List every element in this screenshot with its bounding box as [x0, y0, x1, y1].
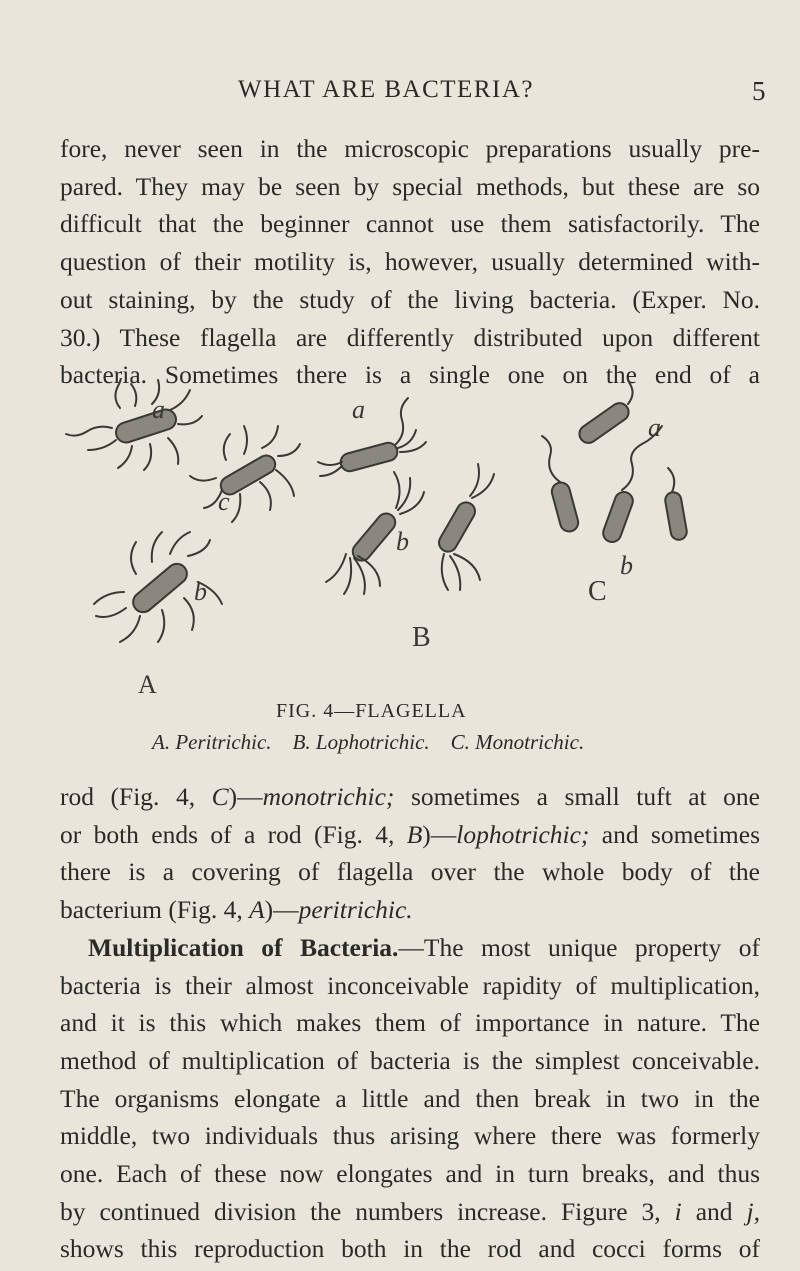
peritrichic-rod-a: [66, 378, 202, 470]
flagella-illustration: [40, 378, 730, 708]
text-line: out staining, by the study of the living bacteria. (Exper. No.: [60, 284, 760, 314]
peritrichic-rod-c: [190, 426, 300, 522]
text-run: rod (Fig. 4,: [60, 782, 212, 811]
caption-a: A. Peritrichic.: [152, 730, 272, 754]
text-line: pared. They may be seen by special methods, but these are so: [60, 171, 760, 201]
figure-caption-legend: [152, 730, 584, 755]
text-line: middle, two individuals thus arising where there was formerly: [60, 1121, 760, 1151]
text-run: or both ends of a rod (Fig. 4,: [60, 819, 407, 849]
text-run: B: [406, 819, 423, 849]
label-capital-b: B: [412, 622, 431, 653]
text-run: j,: [746, 1196, 760, 1226]
text-line: shows this reproduction both in the rod and cocci forms of: [60, 1234, 760, 1264]
label-capital-c: C: [588, 576, 607, 607]
text-line: [60, 891, 760, 929]
label-b-panel-c: b: [620, 551, 633, 580]
text-line: The organisms elongate a little and then break in two in the: [60, 1083, 760, 1113]
text-run: by continued division the numbers increase. Figure 3,: [60, 1196, 675, 1226]
text-run: )—: [422, 819, 457, 849]
label-b-panel-b: b: [396, 527, 409, 556]
term-monotrichic: monotrichic;: [262, 782, 395, 811]
text-line: [60, 778, 760, 816]
text-line: and it is this which makes them of importance in nature. The: [60, 1008, 760, 1038]
text-run: i: [674, 1196, 682, 1226]
text-run: and sometimes: [589, 819, 760, 849]
text-run: C: [211, 782, 229, 811]
text-run: )—: [228, 782, 263, 811]
text-line: question of their motility is, however, usually determined with-: [60, 247, 760, 277]
monotrichic-rod-d: [664, 468, 688, 541]
text-run: —The most unique property of: [398, 932, 760, 962]
label-b-panel-a: b: [194, 577, 207, 606]
label-c-panel-a: c: [218, 487, 230, 516]
monotrichic-rod-a: [576, 378, 634, 446]
caption-c: C. Monotrichic.: [450, 730, 585, 754]
label-a-panel-a: a: [152, 395, 165, 424]
text-line: fore, never seen in the microscopic preparations usually pre-: [60, 134, 760, 163]
paragraph-1: [60, 130, 760, 394]
monotrichic-rod-b: [601, 426, 662, 545]
label-a-panel-c: a: [648, 413, 661, 442]
caption-b: B. Lophotrichic.: [292, 730, 430, 754]
text-run: and: [681, 1196, 747, 1226]
text-line: method of multiplication of bacteria is the simplest conceivable.: [60, 1045, 760, 1075]
text-line: [60, 816, 760, 854]
section-heading: Multiplication of Bacteria.: [88, 932, 399, 962]
lophotrichic-rod-b: [326, 472, 424, 594]
lophotrichic-rod-c: [436, 464, 494, 590]
label-capital-a: A: [138, 670, 157, 699]
page-number: 5: [752, 76, 766, 106]
text-line: [60, 929, 760, 967]
text-line: there is a covering of flagella over the whole body of the: [60, 857, 760, 887]
monotrichic-rod-c: [542, 436, 580, 533]
text-line: 30.) These flagella are differently distributed upon different: [60, 322, 760, 352]
text-line: one. Each of these now elongates and in turn breaks, and thus: [60, 1159, 760, 1189]
running-title: WHAT ARE BACTERIA?: [238, 76, 534, 103]
term-peritrichic: peritrichic.: [298, 895, 413, 925]
figure-caption-title: FIG. 4—FLAGELLA: [276, 700, 467, 722]
text-line: [60, 1193, 760, 1231]
lophotrichic-rod-a: [318, 398, 426, 476]
running-head: [0, 76, 800, 108]
text-line: difficult that the beginner cannot use them satisfactorily. The: [60, 209, 760, 239]
label-a-panel-b: a: [352, 395, 365, 424]
text-run: A: [249, 895, 265, 925]
text-line: bacteria is their almost inconceivable rapidity of multiplication,: [60, 970, 760, 1000]
paragraph-2: [60, 778, 760, 1268]
term-lophotrichic: lophotrichic;: [456, 819, 590, 849]
text-run: sometimes a small tuft at one: [394, 782, 760, 811]
text-run: )—: [264, 895, 299, 925]
text-line: bacteria. Sometimes there is a single one on the end of a: [60, 360, 760, 390]
text-run: bacterium (Fig. 4,: [60, 895, 250, 925]
